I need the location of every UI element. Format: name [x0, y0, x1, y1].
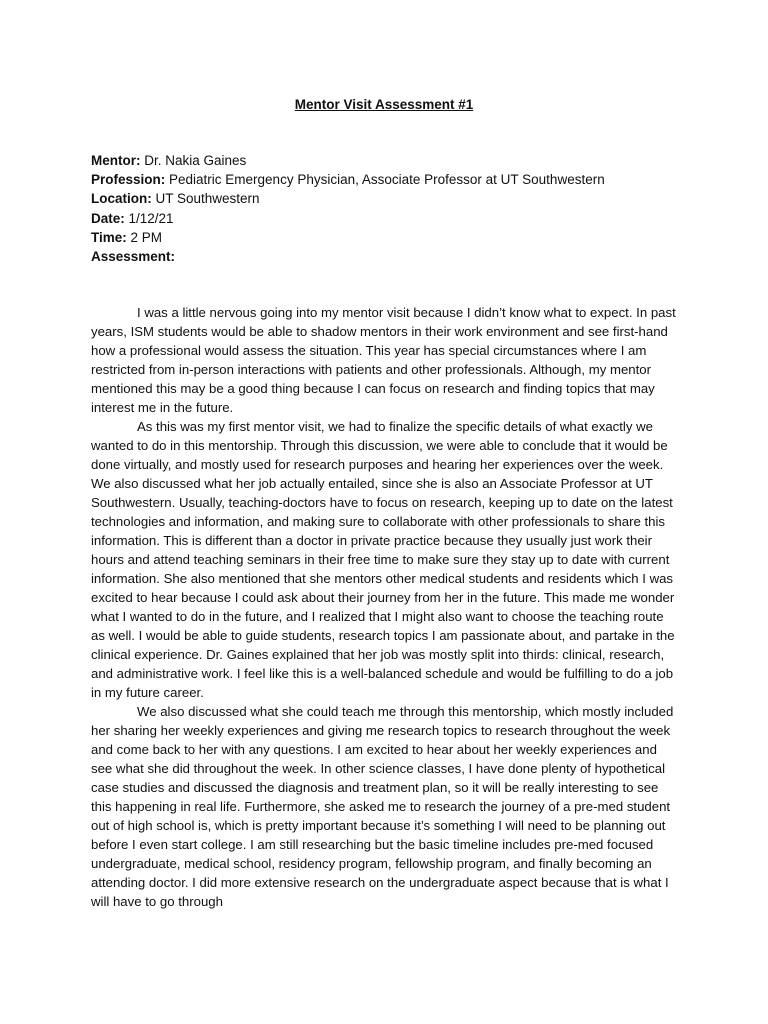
- meta-value: 2 PM: [126, 229, 163, 245]
- meta-date: [91, 209, 691, 228]
- paragraph: I was a little nervous going into my mentor visit because I didn’t know what to expect. In past years, ISM students would be able to shadow mentors in their work environment and see first-hand how a professional would assess the situation. This year has special circumstances where I am restricted from in-person interactions with patients and other professionals. Although, my mentor mentioned this may be a good thing because I can focus on research and finding topics that may interest me in the future.: [91, 305, 676, 415]
- meta-value: Dr. Nakia Gaines: [140, 153, 247, 168]
- paragraph: As this was my first mentor visit, we had to finalize the specific details of what exactly we wanted to do in this mentorship. Through this discussion, we were able to conclude that it would be done virtually, and mostly used for research purposes and hearing her experiences over the week. We also discussed what her job actually entailed, since she is also an Associate Professor at UT Southwestern. Usually, teaching-doctors have to focus on research, keeping up to date on the latest technologies and information, and making sure to collaborate with other professionals to share this information. This is different than a doctor in private practice because they usually just work their hours and attend teaching seminars in their free time to make sure they stay up to date with current information. She also mentioned that she mentors other medical students and residents which I was excited to hear because I could ask about their journey from her in the future. This made me wonder what I wanted to do in the future, and I realized that I might also want to choose the teaching route as well. I would be able to guide students, research topics I am passionate about, and partake in the clinical experience. Dr. Gaines explained that her job was mostly split into thirds: clinical, research, and administrative work. I feel like this is a well-balanced schedule and would be fulfilling to do a job in my future career.: [91, 419, 675, 700]
- assessment-body: [91, 303, 677, 911]
- document-title: Mentor Visit Assessment #1: [294, 97, 474, 112]
- meta-label: Date:: [91, 210, 125, 226]
- meta-location: [91, 189, 691, 208]
- meta-assessment: [91, 247, 691, 266]
- meta-value: 1/12/21: [124, 210, 174, 226]
- meta-time: [91, 228, 691, 247]
- meta-label: Time:: [91, 229, 127, 245]
- meta-value: Pediatric Emergency Physician, Associate Professor at UT Southwestern: [165, 172, 605, 188]
- meta-profession: [91, 170, 691, 189]
- meta-value: UT Southwestern: [151, 191, 260, 207]
- meta-label: Location:: [91, 191, 152, 207]
- meta-mentor: [91, 151, 691, 170]
- meta-label: Mentor:: [91, 153, 141, 168]
- meta-label: Profession:: [91, 172, 166, 188]
- meta-label: Assessment:: [91, 249, 176, 265]
- meta-block: [91, 151, 691, 266]
- paragraph: We also discussed what she could teach me through this mentorship, which mostly included her sharing her weekly experiences and giving me research topics to research throughout the week and come back to her with any questions. I am excited to hear about her weekly experiences and see what she did throughout the week. In other science classes, I have done plenty of hypothetical case studies and discussed the diagnosis and treatment plan, so it will be really interesting to see this happening in real life. Furthermore, she asked me to research the journey of a pre-med student out of high school is, which is pretty important because it’s something I will need to be planning out before I even start college. I am still researching but the basic timeline includes pre-med focused undergraduate, medical school, residency program, fellowship program, and finally becoming an attending doctor. I did more extensive research on the undergraduate aspect because that is what I will have to go through: [91, 704, 674, 909]
